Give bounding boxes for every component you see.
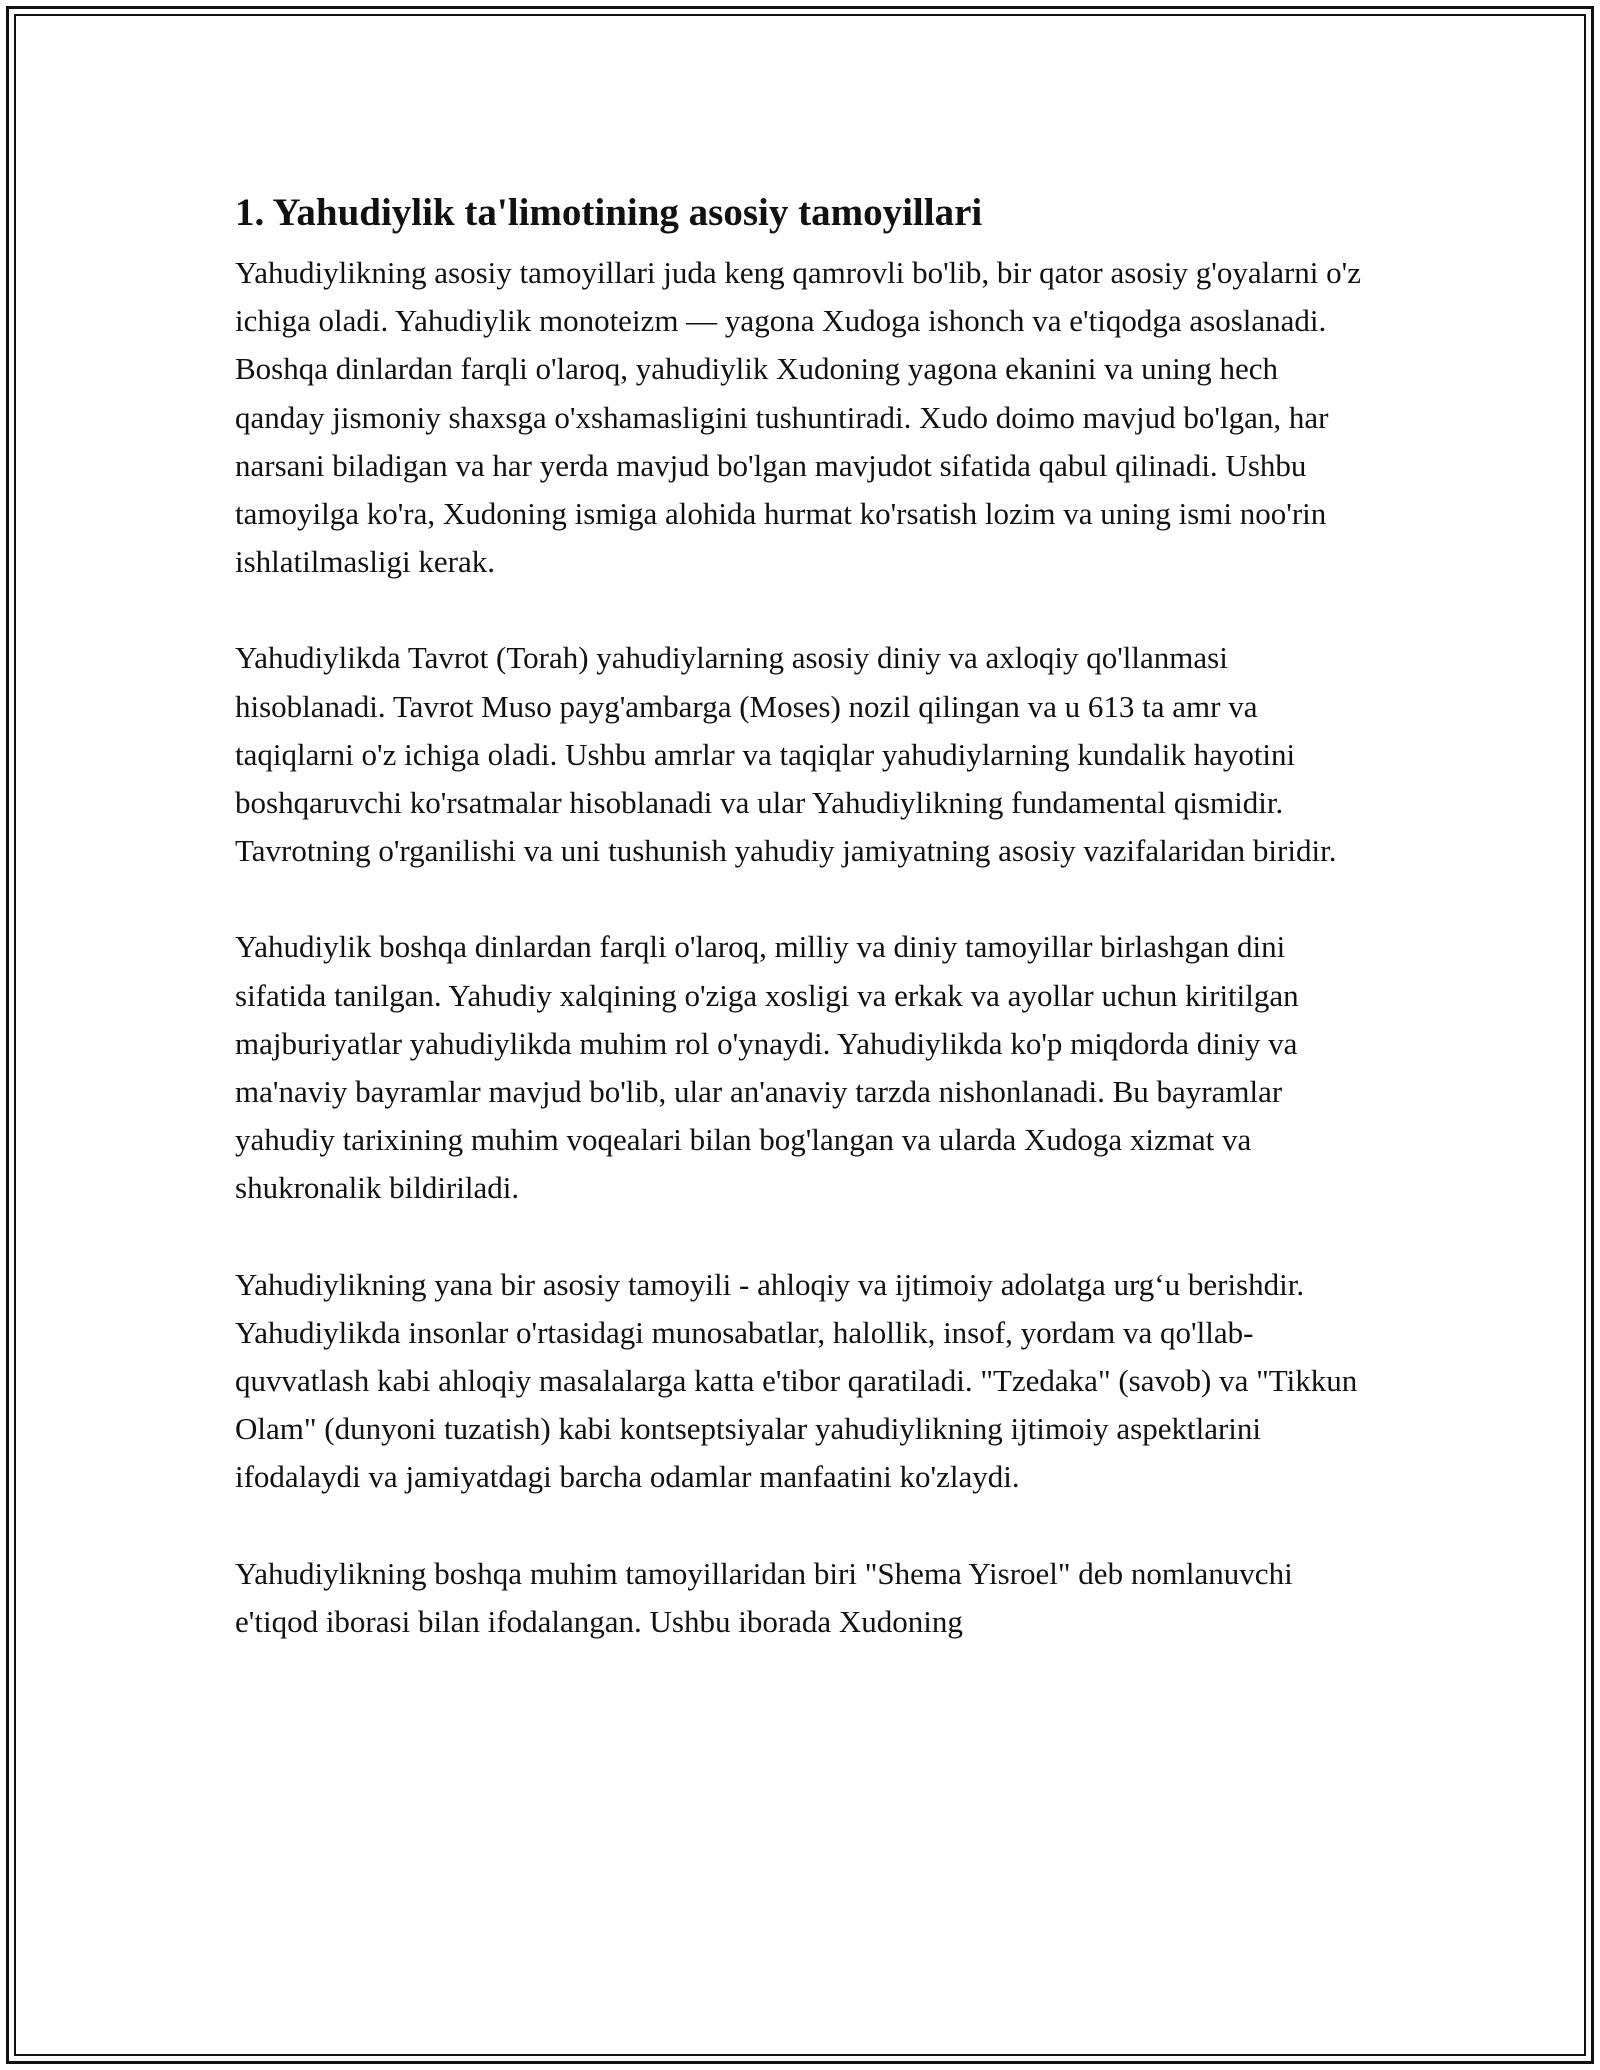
paragraph-5: Yahudiylikning boshqa muhim tamoyillaridan biri "Shema Yisroel" deb nomlanuvchi e'tiqod iborasi bilan ifodalangan. Ushbu iborada Xudoning: [235, 1555, 1293, 1639]
paragraph-4: Yahudiylikning yana bir asosiy tamoyili - ahloqiy va ijtimoiy adolatga urg‘u berishdir. Yahudiylikda insonlar o'rtasidagi munosabatlar, halollik, insof, yordam va qo'llab-quvvatlash kabi ahloqiy masalalarga katta e'tibor qaratiladi. "Tzedaka" (savob) va "Tikkun Olam" (dunyoni tuzatish) kabi kontseptsiyalar yahudiylikning ijtimoiy aspektlarini ifodalaydi va jamiyatdagi barcha odamlar manfaatini ko'zlaydi.: [235, 1266, 1358, 1495]
paragraph-2: Yahudiylikda Tavrot (Torah) yahudiylarning asosiy diniy va axloqiy qo'llanmasi hisoblanadi. Tavrot Muso payg'ambarga (Moses) nozil qilingan va u 613 ta amr va taqiqlarni o'z ichiga oladi. Ushbu amrlar va taqiqlar yahudiylarning kundalik hayotini boshqaruvchi ko'rsatmalar hisoblanadi va ular Yahudiylikning fundamental qismidir. Tavrotning o'rganilishi va uni tushunish yahudiy jamiyatning asosiy vazifalaridan biridir.: [235, 640, 1337, 869]
paragraph-1: Yahudiylikning asosiy tamoyillari juda keng qamrovli bo'lib, bir qator asosiy g'oyalarni o'z ichiga oladi. Yahudiylik monoteizm — yagona Xudoga ishonch va e'tiqodga asoslanadi. Boshqa dinlardan farqli o'laroq, yahudiylik Xudoning yagona ekanini va uning hech qanday jismoniy shaxsga o'xshamasligini tushuntiradi. Xudo doimo mavjud bo'lgan, har narsani biladigan va har yerda mavjud bo'lgan mavjudot sifatida qabul qilinadi. Ushbu tamoyilga ko'ra, Xudoning ismiga alohida hurmat ko'rsatish lozim va uning ismi noo'rin ishlatilmasligi kerak.: [235, 255, 1362, 580]
document-body: [235, 185, 1365, 1694]
paragraph-3: Yahudiylik boshqa dinlardan farqli o'laroq, milliy va diniy tamoyillar birlashgan dini sifatida tanilgan. Yahudiy xalqining o'ziga xosligi va erkak va ayollar uchun kiritilgan majburiyatlar yahudiylikda muhim rol o'ynaydi. Yahudiylikda ko'p miqdorda diniy va ma'naviy bayramlar mavjud bo'lib, ular an'anaviy tarzda nishonlanadi. Bu bayramlar yahudiy tarixining muhim voqealari bilan bog'langan va ularda Xudoga xizmat va shukronalik bildiriladi.: [235, 929, 1299, 1206]
section-heading: 1. Yahudiylik ta'limotining asosiy tamoyillari: [235, 191, 983, 234]
